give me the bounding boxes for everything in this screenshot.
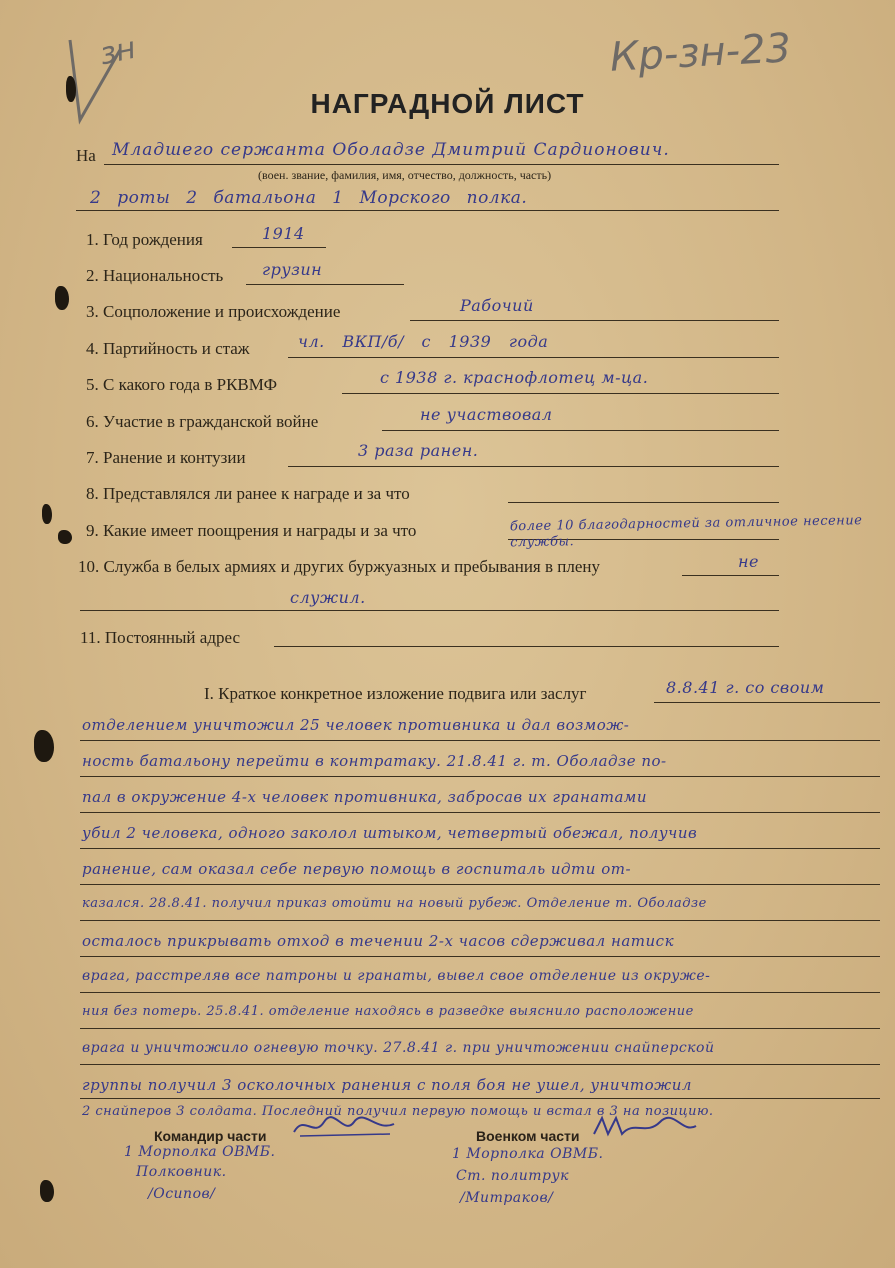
recipient-underline bbox=[104, 164, 779, 165]
feat-underline bbox=[80, 1028, 880, 1029]
recipient-prefix: На bbox=[76, 146, 96, 165]
feat-underline bbox=[80, 812, 880, 813]
field-value-white-army: не bbox=[738, 552, 760, 571]
field-label-civil-war: 6. Участие в гражданской войне bbox=[86, 412, 319, 431]
field-value-party: чл. ВКП/б/ с 1939 года bbox=[298, 332, 549, 351]
field-underline bbox=[232, 247, 326, 248]
field-label-commendations: 9. Какие имеет поощрения и награды и за что bbox=[86, 521, 417, 540]
field-underline bbox=[288, 466, 779, 467]
feat-line: убил 2 человека, одного заколол штыком, четвертый обежал, получив bbox=[82, 824, 698, 842]
field-label-address: 11. Постоянный адрес bbox=[80, 628, 240, 647]
feat-underline bbox=[80, 992, 880, 993]
ink-blot bbox=[58, 530, 72, 544]
field-value-birth-year: 1914 bbox=[262, 224, 305, 243]
feat-line: группы получил 3 осколочных ранения с поля боя не ушел, уничтожил bbox=[82, 1076, 692, 1094]
feat-underline bbox=[80, 848, 880, 849]
commissar-label: Военком части bbox=[476, 1128, 580, 1144]
feat-line: врага, расстреляв все патроны и гранаты, вывел свое отделение из окруже- bbox=[82, 968, 711, 984]
ink-blot bbox=[55, 286, 69, 310]
commissar-line: Ст. политрук bbox=[456, 1168, 569, 1184]
feat-line: осталось прикрывать отход в течении 2-х часов сдерживал натиск bbox=[82, 932, 675, 950]
field-label-navy-year: 5. С какого года в РКВМФ bbox=[86, 375, 278, 394]
feat-line: ность батальону перейти в контратаку. 21.8.41 г. т. Оболадзе по- bbox=[82, 752, 667, 770]
commander-signature bbox=[290, 1112, 400, 1140]
ink-blot bbox=[40, 1180, 54, 1202]
field-underline bbox=[246, 284, 404, 285]
recipient-hint: (воен. звание, фамилия, имя, отчество, должность, часть) bbox=[258, 168, 552, 182]
feat-underline bbox=[80, 1064, 880, 1065]
field-label-previous-awards: 8. Представлялся ли ранее к награде и за что bbox=[86, 484, 410, 503]
field-underline bbox=[342, 393, 779, 394]
commander-label: Командир части bbox=[154, 1128, 267, 1144]
feat-line: врага и уничтожило огневую точку. 27.8.41 г. при уничтожении снайперской bbox=[82, 1040, 715, 1056]
feat-line: 8.8.41 г. со своим bbox=[666, 678, 825, 697]
feat-underline bbox=[80, 920, 880, 921]
ink-blot bbox=[42, 504, 52, 524]
field-label-party: 4. Партийность и стаж bbox=[86, 339, 250, 358]
commissar-line: 1 Морполка ОВМБ. bbox=[452, 1146, 604, 1162]
feat-heading: I. Краткое конкретное изложение подвига или заслуг bbox=[204, 684, 587, 703]
feat-line: отделением уничтожил 25 человек противника и дал возмож- bbox=[82, 716, 630, 734]
field-underline bbox=[274, 646, 779, 647]
feat-underline bbox=[80, 1098, 880, 1099]
recipient-unit: 2 роты 2 батальона 1 Морского полка. bbox=[90, 188, 528, 208]
field-underline-continued bbox=[80, 610, 779, 611]
feat-line: ранение, сам оказал себе первую помощь в госпиталь идти от- bbox=[82, 860, 632, 878]
feat-underline bbox=[80, 776, 880, 777]
archive-note-right: Кр-зн-23 bbox=[608, 25, 793, 81]
feat-underline bbox=[654, 702, 880, 703]
field-value-wounds: 3 раза ранен. bbox=[358, 441, 479, 460]
page-title: НАГРАДНОЙ ЛИСТ bbox=[310, 88, 585, 119]
ink-blot bbox=[34, 730, 54, 762]
commander-line: /Осипов/ bbox=[148, 1186, 216, 1202]
field-label-social-status: 3. Соцположение и происхождение bbox=[86, 302, 341, 321]
feat-underline bbox=[80, 740, 880, 741]
feat-underline bbox=[80, 956, 880, 957]
field-value-commendations: более 10 благодарностей за отличное несение службы. bbox=[509, 513, 863, 551]
field-underline bbox=[508, 502, 779, 503]
field-value-white-army-continued: служил. bbox=[290, 588, 366, 607]
commander-line: Полковник. bbox=[136, 1164, 227, 1180]
field-value-social-status: Рабочий bbox=[460, 296, 534, 315]
field-underline bbox=[288, 357, 779, 358]
field-label-birth-year: 1. Год рождения bbox=[86, 230, 203, 249]
field-value-nationality: грузин bbox=[262, 260, 323, 279]
field-label-nationality: 2. Национальность bbox=[86, 266, 224, 285]
commissar-signature bbox=[590, 1112, 700, 1140]
recipient-value: Младшего сержанта Оболадзе Дмитрий Сардионович. bbox=[112, 140, 670, 160]
field-underline bbox=[682, 575, 779, 576]
commander-line: 1 Морполка ОВМБ. bbox=[124, 1144, 276, 1160]
feat-line: пал в окружение 4-х человек противника, забросав их гранатами bbox=[82, 788, 648, 806]
feat-line: 2 снайперов 3 солдата. Последний получил первую помощь и встал в 3 на позицию. bbox=[82, 1104, 714, 1119]
archive-note-left: зн bbox=[96, 30, 139, 73]
field-label-white-army: 10. Служба в белых армиях и других буржуазных и пребывания в плену bbox=[78, 557, 601, 576]
field-underline bbox=[382, 430, 779, 431]
field-label-wounds: 7. Ранение и контузии bbox=[86, 448, 246, 467]
unit-underline bbox=[76, 210, 779, 211]
field-value-navy-year: с 1938 г. краснофлотец м-ца. bbox=[380, 368, 649, 387]
field-underline bbox=[410, 320, 779, 321]
field-value-civil-war: не участвовал bbox=[420, 405, 553, 424]
feat-line: казался. 28.8.41. получил приказ отойти на новый рубеж. Отделение т. Оболадзе bbox=[82, 896, 707, 911]
commissar-line: /Митраков/ bbox=[460, 1190, 554, 1206]
feat-line: ния без потерь. 25.8.41. отделение находясь в разведке выяснило расположение bbox=[82, 1004, 694, 1019]
feat-underline bbox=[80, 884, 880, 885]
